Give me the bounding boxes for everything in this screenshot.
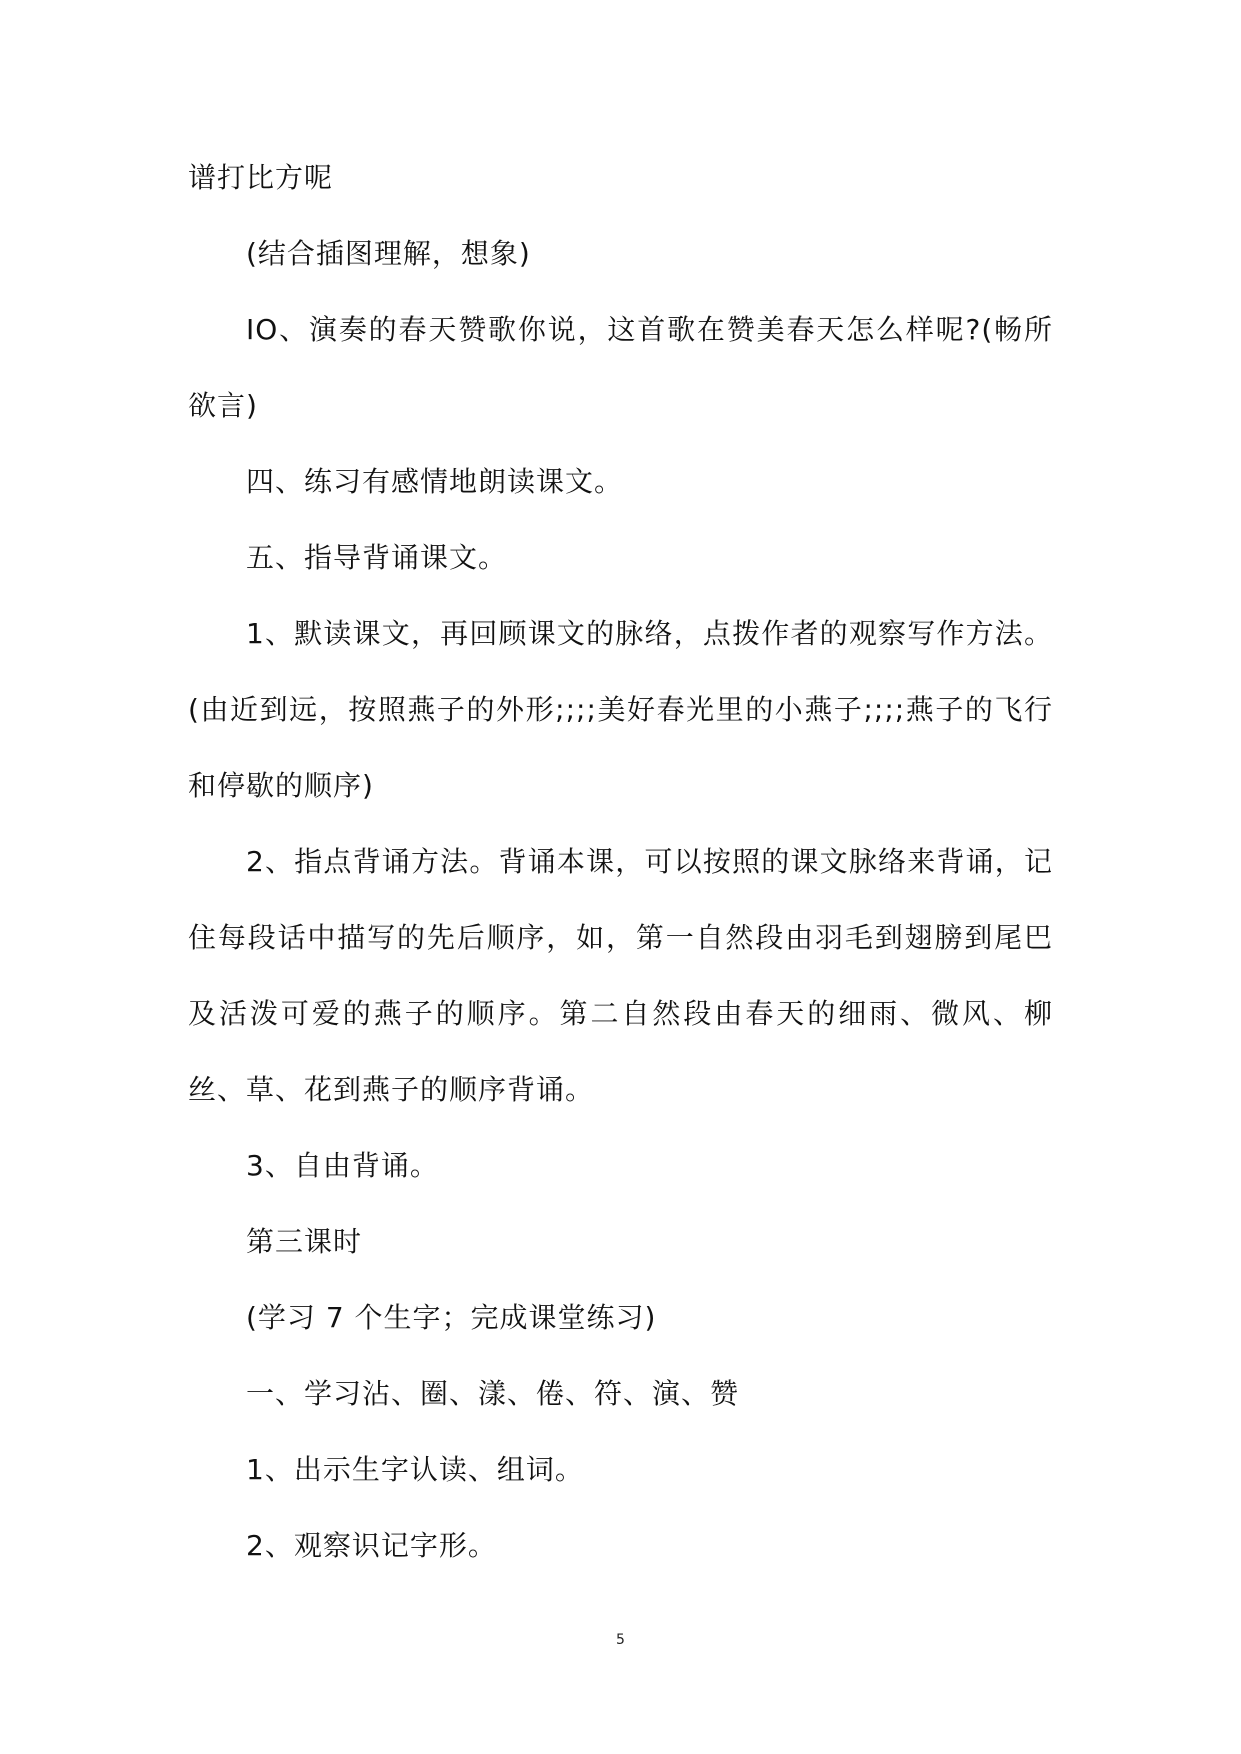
paragraph: 谱打比方呢	[188, 161, 334, 194]
paragraph: 2、观察识记字形。	[246, 1529, 497, 1562]
paragraph: IO、演奏的春天赞歌你说，这首歌在赞美春天怎么样呢?(畅所欲言)	[188, 313, 1053, 422]
lesson-heading: 第三课时	[246, 1225, 363, 1258]
paragraph: 1、出示生字认读、组词。	[246, 1453, 584, 1486]
paragraph: 3、自由背诵。	[246, 1149, 439, 1182]
page-number: 5	[616, 1632, 625, 1648]
paragraph: 1、默读课文，再回顾课文的脉络，点拨作者的观察写作方法。(由近到远，按照燕子的外形;;;;美好春光里的小燕子;;;;燕子的飞行和停歇的顺序)	[188, 617, 1053, 802]
paragraph: 四、练习有感情地朗读课文。	[246, 465, 624, 498]
paragraph: 2、指点背诵方法。背诵本课，可以按照的课文脉络来背诵，记住每段话中描写的先后顺序，如，第一自然段由羽毛到翅膀到尾巴及活泼可爱的燕子的顺序。第二自然段由春天的细雨、微风、柳丝、草、花到燕子的顺序背诵。	[188, 845, 1053, 1106]
section-heading: 五、指导背诵课文。	[246, 541, 508, 574]
paragraph: (结合插图理解，想象)	[246, 237, 531, 270]
paragraph: (学习 7 个生字；完成课堂练习)	[246, 1301, 657, 1334]
document-body	[188, 140, 1053, 1584]
section-heading: 一、学习沾、圈、漾、倦、符、演、赞	[246, 1377, 740, 1410]
